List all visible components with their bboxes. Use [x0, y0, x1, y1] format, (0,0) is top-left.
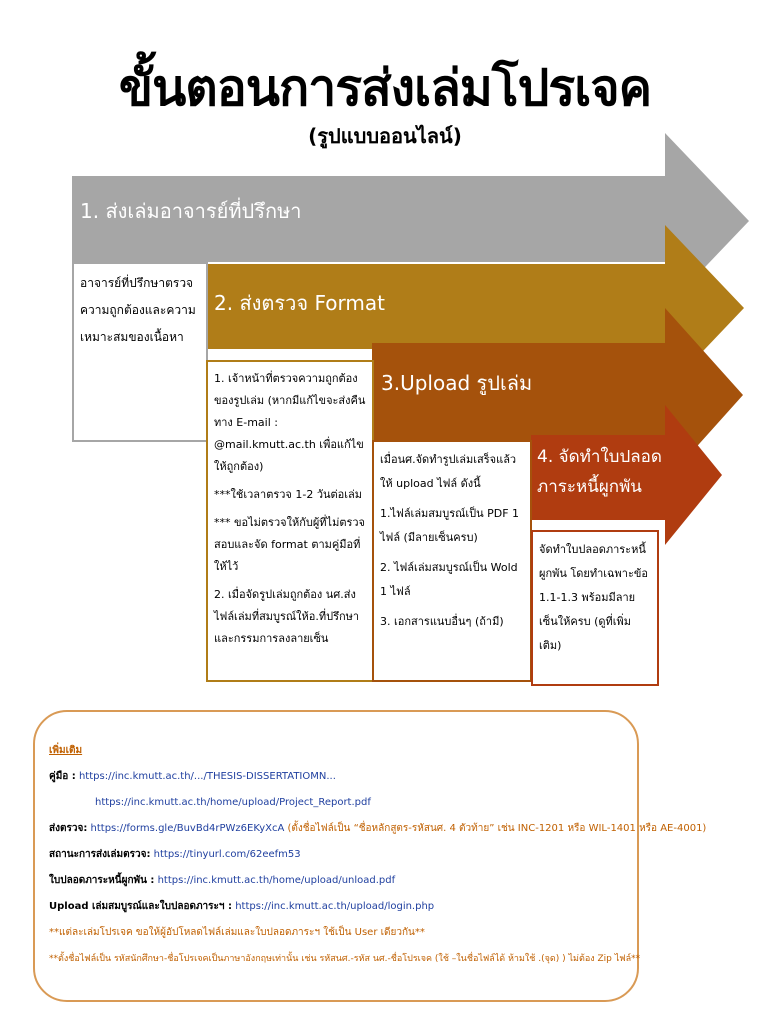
debt-form-link[interactable]: https://inc.kmutt.ac.th/home/upload/unload.pdf [157, 875, 396, 886]
step-2-header: 2. ส่งตรวจ Format [214, 291, 385, 315]
step-3-line-1: เมื่อนศ.จัดทำรูปเล่มเสร็จแล้วให้ upload ไฟล์ ดังนี้ [380, 453, 517, 490]
additional-info-box [33, 710, 707, 1002]
remark-file-naming: **ตั้งชื่อไฟล์เป็น รหัสนักศึกษา-ชื่อโปรเจคเป็นภาษาอังกฤษเท่านั้น เช่น รหัสนศ.-รหัส นศ.-ชื่อโปรเจค (ใช้ –ในชื่อไฟล์ได้ ห้ามใช้ .(จุด) ) ไม่ต้อง Zip ไฟล์** [49, 954, 641, 964]
step-4-box [531, 530, 659, 686]
check-form-link[interactable]: https://forms.gle/BuvBd4rPWz6EKyXcA [90, 823, 285, 834]
manual-label: คู่มือ : [49, 771, 76, 782]
step-2-line-3: *** ขอไม่ตรวจให้กับผู้ที่ไม่ตรวจสอบและจัด format ตามคู่มือที่ให้ไว้ [214, 516, 365, 573]
page-subtitle: (รูปแบบออนไลน์) [308, 124, 462, 148]
step-4-text: จัดทำใบปลอดภาระหนี้ผูกพัน โดยทำเฉพาะข้อ 1.1-1.3 พร้อมมีลายเซ็นให้ครบ (ดูที่เพิ่มเติม) [539, 543, 649, 652]
step-2-line-2: ***ใช้เวลาตรวจ 1-2 วันต่อเล่ม [214, 488, 363, 501]
step-3-header: 3.Upload รูปเล่ม [381, 371, 533, 395]
step-3-line-2: 1.ไฟล์เล่มสมบูรณ์เป็น PDF 1 ไฟล์ (มีลายเซ็นครบ) [380, 507, 520, 544]
check-label: ส่งตรวจ: [49, 823, 88, 834]
step-1-text: อาจารย์ที่ปรึกษาตรวจความถูกต้องและความเหมาะสมของเนื้อหา [80, 276, 196, 344]
check-naming-note: (ตั้งชื่อไฟล์เป็น “ชื่อหลักสูตร-รหัสนศ. 4 ตัวท้าย” เช่น INC-1201 หรือ WIL-1401 หรือ AE-4001) [287, 823, 707, 834]
manual-link-1[interactable]: https://inc.kmutt.ac.th/.../THESIS-DISSERTATIOMN... [78, 771, 336, 782]
step-3-box [372, 440, 532, 682]
status-label: สถานะการส่งเล่มตรวจ: [49, 849, 151, 860]
status-link[interactable]: https://tinyurl.com/62eefm53 [153, 849, 301, 860]
manual-link-2[interactable]: https://inc.kmutt.ac.th/home/upload/Project_Report.pdf [95, 797, 371, 808]
remark-same-user: **แต่ละเล่มโปรเจค ขอให้ผู้อัปโหลดไฟล์เล่มและใบปลอดภาระฯ ใช้เป็น User เดียวกัน** [49, 927, 425, 938]
step-3-line-3: 2. ไฟล์เล่มสมบูรณ์เป็น Wold 1 ไฟล์ [380, 561, 518, 598]
step-2-line-4: 2. เมื่อจัดรูปเล่มถูกต้อง นศ.ส่งไฟล์เล่มที่สมบูรณ์ให้อ.ที่ปรึกษาและกรรมการลงลายเซ็น [214, 588, 360, 645]
upload-label: Upload เล่มสมบูรณ์และใบปลอดภาระฯ : [49, 901, 232, 912]
debt-label: ใบปลอดภาระหนี้ผูกพัน : [49, 875, 155, 886]
step-2-box [206, 360, 374, 682]
step-4-header: 4. จัดทำใบปลอดภาระหนี้ผูกพัน [537, 447, 662, 497]
additional-info-heading: เพิ่มเติม [49, 745, 83, 756]
step-2-line-1: 1. เจ้าหน้าที่ตรวจความถูกต้องของรูปเล่ม (หากมีแก้ไขจะส่งคืนทาง E-mail : @mail.kmutt.ac.th เพื่อแก้ไขให้ถูกต้อง) [214, 372, 366, 473]
page-title: ขั้นตอนการส่งเล่มโปรเจค [118, 59, 652, 117]
step-1-header: 1. ส่งเล่มอาจารย์ที่ปรึกษา [80, 199, 302, 223]
step-3-line-4: 3. เอกสารแนบอื่นๆ (ถ้ามี) [380, 615, 504, 628]
upload-link[interactable]: https://inc.kmutt.ac.th/upload/login.php [235, 901, 435, 912]
step-1-box [72, 262, 208, 442]
